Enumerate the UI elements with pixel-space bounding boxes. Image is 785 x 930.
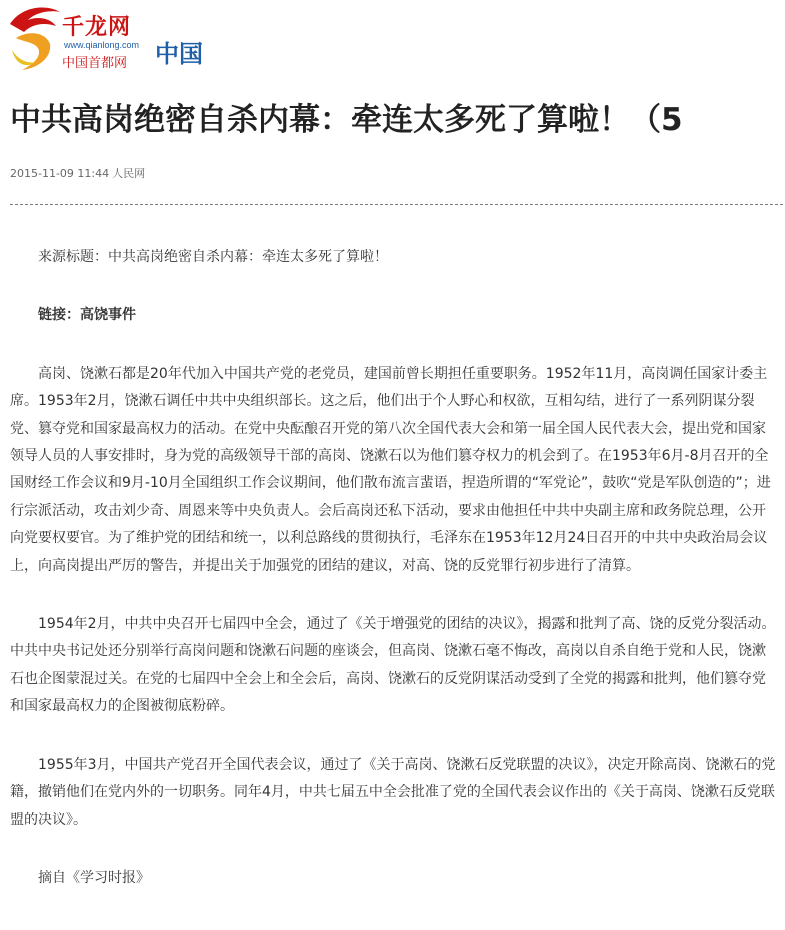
site-header: [0, 0, 785, 80]
article-meta: [10, 165, 145, 181]
publish-date: 2015-11-09 11:44: [10, 167, 110, 180]
related-link-heading: 链接：高饶事件: [38, 307, 136, 324]
logo-name: 千龙网: [62, 15, 132, 40]
article-source: 人民网: [112, 167, 146, 180]
logo-domain: www.qianlong.com: [64, 40, 140, 50]
excerpt-source: 摘自《学习时报》: [38, 869, 150, 886]
article-title: 中共高岗绝密自杀内幕：牵连太多死了算啦！（5: [10, 102, 683, 138]
dragon-logo-icon: [6, 4, 66, 74]
body-paragraph: 1955年3月，中国共产党召开全国代表会议，通过了《关于高岗、饶漱石反党联盟的决议》，决定开除高岗、饶漱石的党籍，撤销他们在党内外的一切职务。同年4月，中共七届五中全会批准了党的全国代表会议作出的《关于高岗、饶漱石反党联盟的决议》。: [10, 756, 776, 828]
body-paragraph: 1954年2月，中共中央召开七届四中全会，通过了《关于增强党的团结的决议》，揭露和批判了高、饶的反党分裂活动。中共中央书记处还分别举行高岗问题和饶漱石问题的座谈会，但高岗、饶漱石毫不悔改，高岗以自杀自绝于党和人民，饶漱石也企图蒙混过关。在党的七届四中全会上和全会后，高岗、饶漱石的反党阴谋活动受到了全党的揭露和批判，他们篡夺党和国家最高权力的企图被彻底粉碎。: [10, 616, 776, 715]
title-divider: [10, 204, 783, 205]
article-body: [10, 244, 776, 892]
channel-link[interactable]: 中国: [155, 40, 203, 68]
body-paragraph: 高岗、饶漱石都是20年代加入中国共产党的老党员，建国前曾长期担任重要职务。1952年11月，高岗调任国家计委主席。1953年2月，饶漱石调任中共中央组织部长。这之后，他们出于个人野心和权欲，互相勾结，进行了一系列阴谋分裂党、篡夺党和国家最高权力的活动。在党中央酝酿召开党的第八次全国代表大会和第一届全国人民代表大会，提出党和国家领导人员的人事安排时，身为党的高级领导干部的高岗、饶漱石以为他们篡夺权力的机会到了。在1953年6月-8月召开的全国财经工作会议和9月-10月全国组织工作会议期间，他们散布流言蜚语，捏造所谓的“军党论”，鼓吹“党是军队创造的”；进行宗派活动，攻击刘少奇、周恩来等中央负责人。会后高岗还私下活动，要求由他担任中共中央副主席和政务院总理，公开向党要权要官。为了维护党的团结和统一，以利总路线的贯彻执行，毛泽东在1953年12月24日召开的中共中央政治局会议上，向高岗提出严厉的警告，并提出关于加强党的团结的建议，对高、饶的反党罪行初步进行了清算。: [10, 365, 771, 574]
site-logo[interactable]: [6, 4, 146, 74]
source-title-paragraph: 来源标题：中共高岗绝密自杀内幕：牵连太多死了算啦！: [38, 249, 388, 265]
logo-tagline: 中国首都网: [62, 56, 128, 71]
